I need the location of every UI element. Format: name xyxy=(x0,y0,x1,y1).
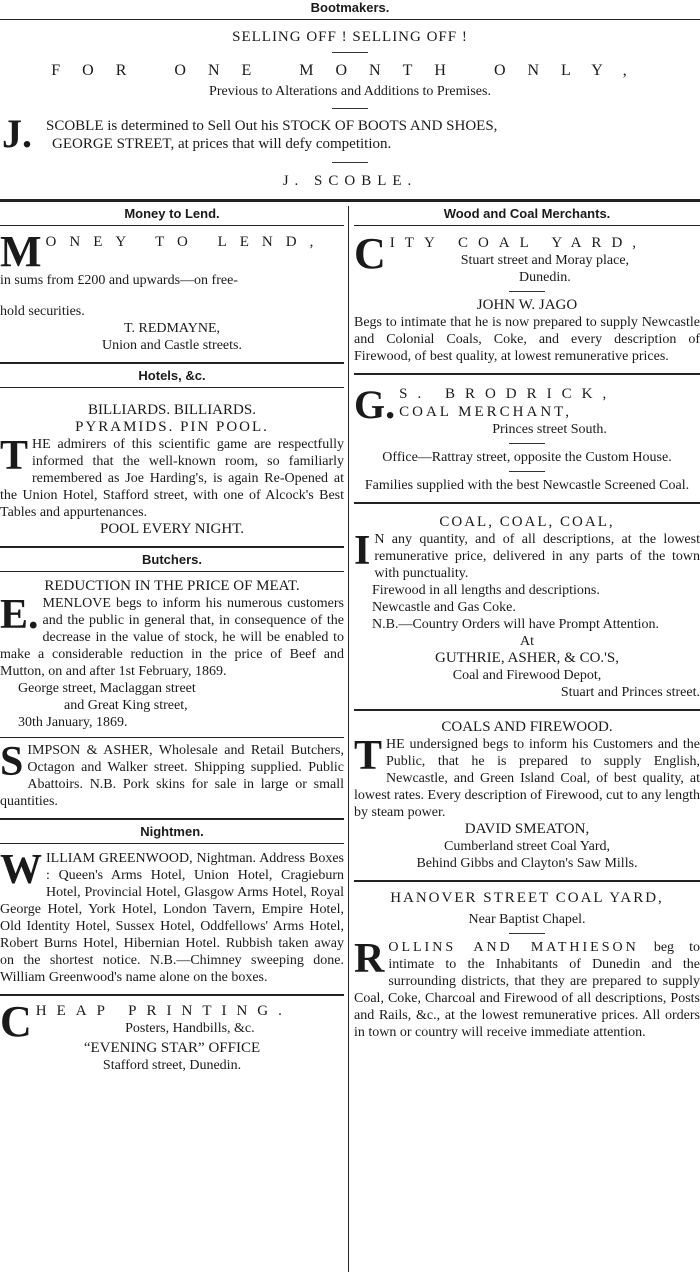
smeaton-ad xyxy=(354,719,700,872)
short-rule xyxy=(332,52,368,53)
short-rule xyxy=(332,108,368,109)
divider xyxy=(354,373,700,375)
money-line-1: ONEY TO LEND, xyxy=(45,234,327,250)
drop-capital: R xyxy=(354,936,385,982)
money-line-2: in sums from £200 and upwards—on free- xyxy=(0,273,238,288)
column-separator xyxy=(348,206,349,1272)
short-rule xyxy=(509,471,545,472)
reduction-headline: REDUCTION IN THE PRICE OF MEAT. xyxy=(44,578,300,594)
divider xyxy=(0,737,344,738)
brodrick-ad xyxy=(354,385,700,494)
section-heading-hotels: Hotels, &c. xyxy=(138,368,206,383)
coal-para-2: Newcastle and Gas Coke. xyxy=(372,600,516,615)
coal-para-1: Firewood in all lengths and descriptions. xyxy=(372,583,600,598)
one-month-line: FOR ONE MONTH ONLY, xyxy=(51,62,649,79)
previous-line: Previous to Alterations and Additions to Premises. xyxy=(209,84,491,99)
left-column xyxy=(0,206,344,1074)
divider xyxy=(0,818,344,820)
guthrie-depot: Coal and Firewood Depot, xyxy=(452,668,602,683)
guthrie-ad xyxy=(354,514,700,701)
pyramids-line: PYRAMIDS. PIN POOL. xyxy=(75,419,269,435)
city-line-3: Dunedin. xyxy=(519,270,571,285)
menlove-address-2: and Great King street, xyxy=(64,698,188,713)
brodrick-families: Families supplied with the best Newcastle Screened Coal. xyxy=(364,478,690,493)
short-rule xyxy=(509,443,545,444)
billiards-ad xyxy=(0,402,344,538)
divider xyxy=(354,709,700,711)
drop-capital: T xyxy=(354,733,383,779)
printing-line-1: HEAP PRINTING. xyxy=(35,1003,292,1019)
divider xyxy=(0,546,344,548)
section-heading-butchers: Butchers. xyxy=(142,552,202,567)
coal-title: COAL, COAL, COAL, xyxy=(439,514,615,530)
simpson-body: IMPSON & ASHER, Wholesale and Retail Butchers, Octagon and Walker street. Shipping supplied. Public Abattoirs. N.B. Pork skins for sale in large or small quantities. xyxy=(0,743,344,809)
divider xyxy=(354,225,700,226)
guthrie-firm: GUTHRIE, ASHER, & CO.'S, xyxy=(435,650,619,666)
hanover-line-1: OLLINS AND MATHIESON xyxy=(388,940,639,955)
drop-capital: G. xyxy=(354,385,396,427)
redmayne-name: T. REDMAYNE, xyxy=(123,321,221,336)
divider xyxy=(0,362,344,364)
greenwood-ad xyxy=(0,847,344,986)
hanover-body: beg to intimate to the Inhabitants of Dunedin and the surrounding districts, that they are prepared to supply Coal, Coke, Charcoal and Firewood of all descriptions, Posts and Rails, &c., at the lowest remunerative prices. All orders in town or country will receive immediate attention. xyxy=(354,940,700,1040)
scoble-line-1: SCOBLE is determined to Sell Out his STOCK OF BOOTS AND SHOES, xyxy=(46,118,498,134)
drop-capital: I xyxy=(354,528,371,574)
printing-line-4: Stafford street, Dunedin. xyxy=(102,1058,242,1073)
drop-capital: C xyxy=(0,1002,32,1040)
drop-capital: M xyxy=(0,232,42,270)
scoble-line-2: GEORGE STREET, at prices that will defy competition. xyxy=(52,136,392,152)
section-heading-wood-coal: Wood and Coal Merchants. xyxy=(443,206,611,221)
divider xyxy=(0,843,344,844)
thick-divider xyxy=(0,199,700,202)
short-rule xyxy=(509,933,545,934)
jago-name: JOHN W. JAGO xyxy=(476,297,578,313)
greenwood-body: ILLIAM GREENWOOD, Nightman. Address Boxes : Queen's Arms Hotel, Union Hotel, Cragieburn Hotel, Provincial Hotel, Glasgow Arms Hotel, Royal George Hotel, York Hotel, London Tavern, Empire Hotel, Old Identity Hotel, Sussex Hotel, Oddfellows' Arms Hotel, Robert Burns Hotel, Hibernian Hotel. Rubbish taken away on the shortest notice. N.B.—Chimney sweeping done. William Greenwood's name alone on the boxes. xyxy=(0,851,344,985)
menlove-address-1: George street, Maclaggan street xyxy=(18,681,196,696)
coal-body: N any quantity, and of all descriptions, at the lowest remunerative price, delivered in any parts of the town with punctuality. xyxy=(374,532,700,581)
divider xyxy=(0,994,344,996)
printing-ad xyxy=(0,1002,344,1074)
divider xyxy=(354,880,700,882)
hanover-near: Near Baptist Chapel. xyxy=(468,912,586,927)
hanover-ad xyxy=(354,890,700,1041)
pool-every-night: POOL EVERY NIGHT. xyxy=(99,521,245,537)
brodrick-line-1: S. BRODRICK, xyxy=(399,386,617,402)
divider xyxy=(0,225,344,226)
scoble-signature: J. SCOBLE. xyxy=(282,173,418,189)
divider xyxy=(0,571,344,572)
selling-off-line: SELLING OFF ! SELLING OFF ! xyxy=(232,29,468,45)
printing-line-2: Posters, Handbills, &c. xyxy=(125,1021,255,1036)
divider xyxy=(354,502,700,504)
menlove-ad xyxy=(0,578,344,731)
coal-at: At xyxy=(520,634,534,649)
billiards-line: BILLIARDS. BILLIARDS. xyxy=(88,402,256,418)
fire-title: COALS AND FIREWOOD. xyxy=(441,719,613,735)
redmayne-address: Union and Castle streets. xyxy=(102,338,242,353)
drop-capital: J. xyxy=(2,111,32,156)
drop-capital: C xyxy=(354,234,386,278)
section-heading-bootmakers: Bootmakers. xyxy=(310,0,390,15)
menlove-body: MENLOVE begs to inform his numerous customers and the public in general that, in consequence of the decrease in the value of stock, he will be enabled to make a considerable reduction in the price of Beef and Mutton, on and after 1st February, 1869. xyxy=(0,596,344,679)
short-rule xyxy=(509,291,545,292)
smeaton-name: DAVID SMEATON, xyxy=(464,821,590,837)
smeaton-yard: Cumberland street Coal Yard, xyxy=(443,839,611,854)
billiards-body: HE admirers of this scientific game are respectfully informed that the well-known room, so familiarly remembered as Joe Harding's, is again Re-Opened at the Union Hotel, Stafford street, with one of Alcock's Best Tables and appurtenances. xyxy=(0,437,344,520)
menlove-date: 30th January, 1869. xyxy=(18,715,128,730)
simpson-asher-ad xyxy=(0,739,344,810)
divider xyxy=(0,387,344,388)
city-line-2: Stuart street and Moray place, xyxy=(460,253,630,268)
divider xyxy=(0,19,700,20)
section-heading-nightmen: Nightmen. xyxy=(140,824,204,839)
fire-body: HE undersigned begs to inform his Customers and the Public, that he is prepared to supply English, Newcastle, and Green Island Coal, of best quality, at lowest rates. Every description of Firewood, cut to any length by steam power. xyxy=(354,737,700,820)
money-line-3: hold securities. xyxy=(0,304,85,319)
coal-para-3: N.B.—Country Orders will have Prompt Attention. xyxy=(372,617,659,632)
right-column xyxy=(354,206,700,1041)
smeaton-behind: Behind Gibbs and Clayton's Saw Mills. xyxy=(416,856,638,871)
drop-capital: W xyxy=(0,847,42,893)
short-rule xyxy=(332,162,368,163)
money-ad xyxy=(0,232,344,354)
brodrick-line-3: Princes street South. xyxy=(492,422,607,437)
drop-capital: E. xyxy=(0,592,39,638)
section-heading-money: Money to Lend. xyxy=(124,206,220,221)
drop-capital: S xyxy=(0,739,24,785)
drop-capital: T xyxy=(0,433,29,479)
brodrick-office: Office—Rattray street, opposite the Custom House. xyxy=(382,450,672,465)
guthrie-streets: Stuart and Princes street. xyxy=(560,685,700,700)
city-line-1: ITY COAL YARD, xyxy=(389,235,647,251)
jago-body: Begs to intimate that he is now prepared to supply Newcastle and Colonial Coals, Coke, and every description of Firewood, of best quality, at lowest remunerative prices. xyxy=(354,315,700,364)
brodrick-line-2: COAL MERCHANT, xyxy=(399,404,572,420)
city-coal-ad xyxy=(354,234,700,365)
printing-line-3: “EVENING STAR” OFFICE xyxy=(83,1040,261,1056)
hanover-title: HANOVER STREET COAL YARD, xyxy=(390,890,664,906)
